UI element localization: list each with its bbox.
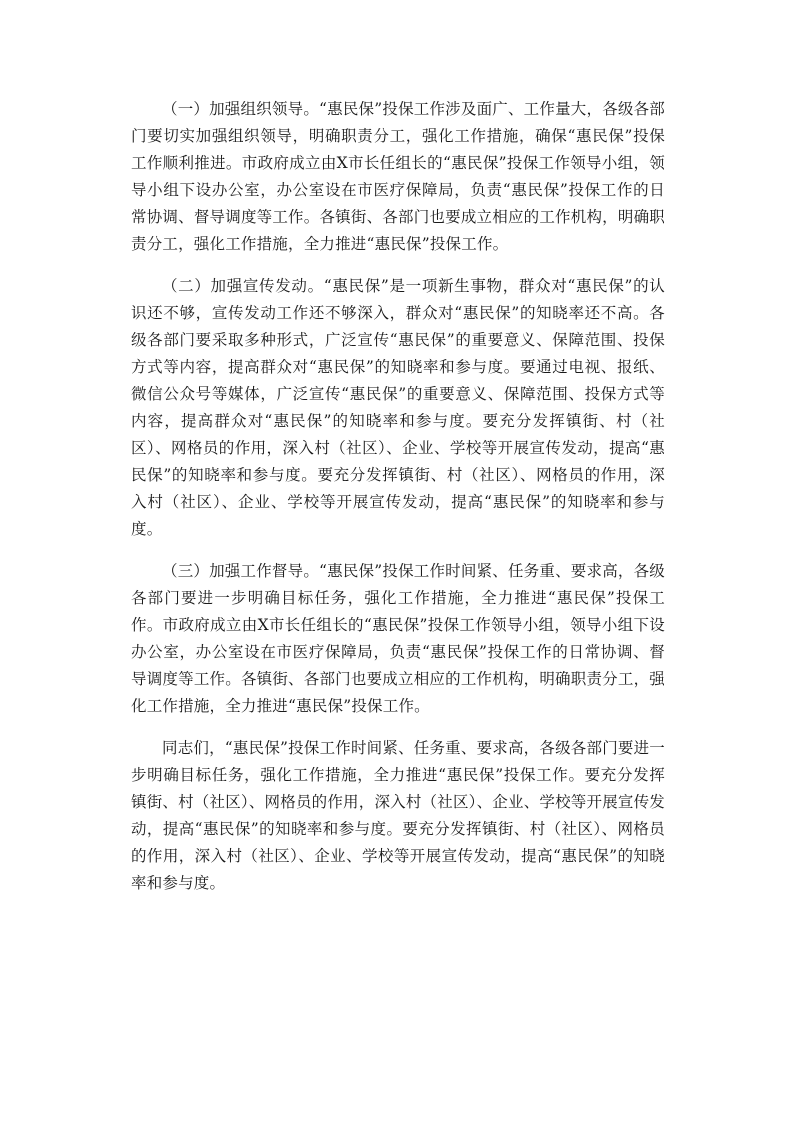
- document-body: [131, 96, 665, 912]
- paragraph-1: （一）加强组织领导。“惠民保”投保工作涉及面广、工作量大，各级各部门要切实加强组织领导，明确职责分工，强化工作措施，确保“惠民保”投保工作顺利推进。市政府成立由X市长任组长的“惠民保”投保工作领导小组，领导小组下设办公室，办公室设在市医疗保障局，负责“惠民保”投保工作的日常协调、督导调度等工作。各镇街、各部门也要成立相应的工作机构，明确职责分工，强化工作措施，全力推进“惠民保”投保工作。: [131, 100, 665, 253]
- paragraph-3: （三）加强工作督导。“惠民保”投保工作时间紧、任务重、要求高，各级各部门要进一步明确目标任务，强化工作措施，全力推进“惠民保”投保工作。市政府成立由X市长任组长的“惠民保”投保工作领导小组，领导小组下设办公室，办公室设在市医疗保障局，负责“惠民保”投保工作的日常协调、督导调度等工作。各镇街、各部门也要成立相应的工作机构，明确职责分工，强化工作措施，全力推进“惠民保”投保工作。: [131, 562, 665, 715]
- paragraph-4: 同志们，“惠民保”投保工作时间紧、任务重、要求高，各级各部门要进一步明确目标任务，强化工作措施，全力推进“惠民保”投保工作。要充分发挥镇街、村（社区）、网格员的作用，深入村（社区）、企业、学校等开展宣传发动，提高“惠民保”的知晓率和参与度。要充分发挥镇街、村（社区）、网格员的作用，深入村（社区）、企业、学校等开展宣传发动，提高“惠民保”的知晓率和参与度。: [131, 739, 666, 892]
- paragraph-2: （二）加强宣传发动。“惠民保”是一项新生事物，群众对“惠民保”的认识还不够，宣传发动工作还不够深入，群众对“惠民保”的知晓率还不高。各级各部门要采取多种形式，广泛宣传“惠民保”的重要意义、保障范围、投保方式等内容，提高群众对“惠民保”的知晓率和参与度。要通过电视、报纸、微信公众号等媒体，广泛宣传“惠民保”的重要意义、保障范围、投保方式等内容，提高群众对“惠民保”的知晓率和参与度。要充分发挥镇街、村（社区）、网格员的作用，深入村（社区）、企业、学校等开展宣传发动，提高“惠民保”的知晓率和参与度。要充分发挥镇街、村（社区）、网格员的作用，深入村（社区）、企业、学校等开展宣传发动，提高“惠民保”的知晓率和参与度。: [131, 277, 665, 538]
